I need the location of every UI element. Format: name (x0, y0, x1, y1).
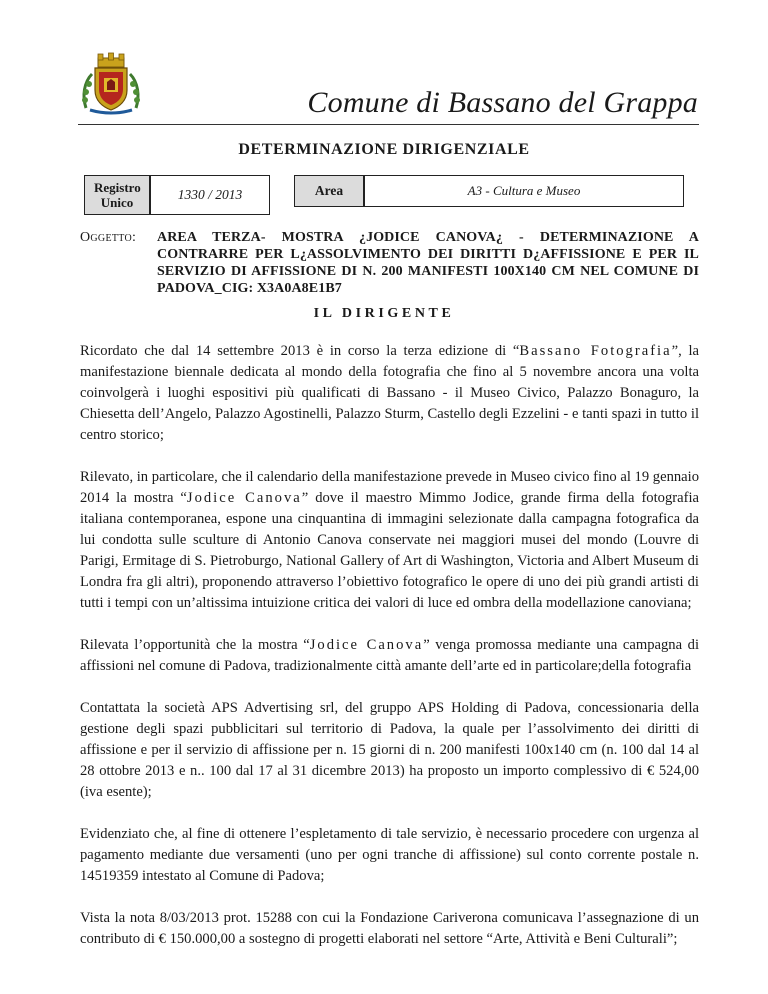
exhibition-name: Jodice Canova (309, 637, 424, 653)
paragraph: Evidenziato che, al fine di ottenere l’espletamento di tale servizio, è necessario procedere con urgenza al pagamento mediante due versamenti (uno per ogni tranche di affissione) sul conto corrente postale n. 14519359 intestato al Comune di Padova; (80, 826, 699, 884)
oggetto-label: Oggetto: (80, 230, 137, 245)
event-name: Bassano Fotografia (519, 343, 672, 359)
registro-value: 1330 / 2013 (150, 175, 270, 215)
paragraph-text: ” dove il maestro Mimmo Jodice, grande firma della fotografia italiana contemporanea, espone una cinquantina di immagini selezionate dalla campagna fotografica da lui condotta sulle sculture di Antonio Canova conservate nei maggiori musei del mondo (Louvre di Parigi, Ermitage di S. Pietroburgo, National Gallery of Art di Washington, Victoria and Albert Museum di Londra fra gli altri), proponendo attraverso l’obiettivo fotografico le opere di uno dei più grandi artisti di tutti i tempi con un’altissima intuizione critica dei valori di luce ed ombra della modellazione canoviana; (80, 490, 699, 611)
exhibition-name: Jodice Canova (186, 490, 302, 506)
paragraph: Contattata la società APS Advertising srl, del gruppo APS Holding di Padova, concessionaria della gestione degli spazi pubblicitari sul territorio di Padova, la quale per l’assolvimento dei diritti di affissione e per il servizio di affissione per n. 15 giorni di n. 200 manifesti 100x140 cm (n. 100 dal 14 al 28 ottobre 2013 e n.. 100 dal 17 al 31 dicembre 2013) ha proposto un importo complessivo di € 524,00 (iva esente); (80, 700, 699, 800)
registro-label (84, 175, 150, 215)
paragraph-text: ” venga promossa mediante una campagna di affissioni nel comune di Padova, tradizionalmente città amante dell’arte ed in particolare;della fotografia (80, 637, 700, 674)
paragraph-text: Rilevata l’opportunità che la mostra “ (80, 637, 310, 653)
document-body (80, 341, 699, 971)
comune-title: Comune di Bassano del Grappa (307, 86, 698, 119)
header-divider (78, 124, 699, 125)
area-label: Area (294, 175, 364, 207)
paragraph-text: ”, la manifestazione biennale dedicata al mondo della fotografia che fino al 5 novembre ancora una volta coinvolgerà i luoghi espositivi più qualificati di Bassano - il Museo Civico, Palazzo Bonaguro, la Chiesetta dell’Angelo, Palazzo Agostinelli, Palazzo Sturm, Castello degli Ezzelini - e tanti spazi in tutto il centro storico; (80, 343, 699, 443)
paragraph-text: Rilevato, in particolare, che il calendario della manifestazione prevede in Museo civico fino al 19 gennaio 2014 la mostra “ (80, 469, 699, 506)
coat-of-arms-icon (78, 52, 144, 116)
oggetto-text: AREA TERZA- MOSTRA ¿JODICE CANOVA¿ - DETERMINAZIONE A CONTRARRE PER L¿ASSOLVIMENTO DEI DIRITTI D¿AFFISSIONE E PER IL SERVIZIO DI AFFISSIONE DI N. 200 MANIFESTI 100X140 CM NEL COMUNE DI PADOVA_CIG: X3A0A8E1B7 (157, 230, 699, 296)
paragraph-text: Ricordato che dal 14 settembre 2013 è in corso la terza edizione di “ (80, 343, 520, 359)
section-heading: IL DIRIGENTE (313, 306, 455, 321)
paragraph (80, 635, 699, 677)
paragraph: Vista la nota 8/03/2013 prot. 15288 con cui la Fondazione Cariverona comunicava l’assegnazione di un contributo di € 150.000,00 a sostegno di progetti elaborati nel settore “Arte, Attività e Beni Culturali”; (80, 910, 699, 947)
area-value: A3 - Cultura e Museo (364, 175, 684, 207)
document-type: DETERMINAZIONE DIRIGENZIALE (238, 141, 530, 158)
paragraph (80, 467, 699, 614)
registro-label-text: Registro Unico (94, 180, 141, 210)
paragraph (80, 341, 699, 446)
